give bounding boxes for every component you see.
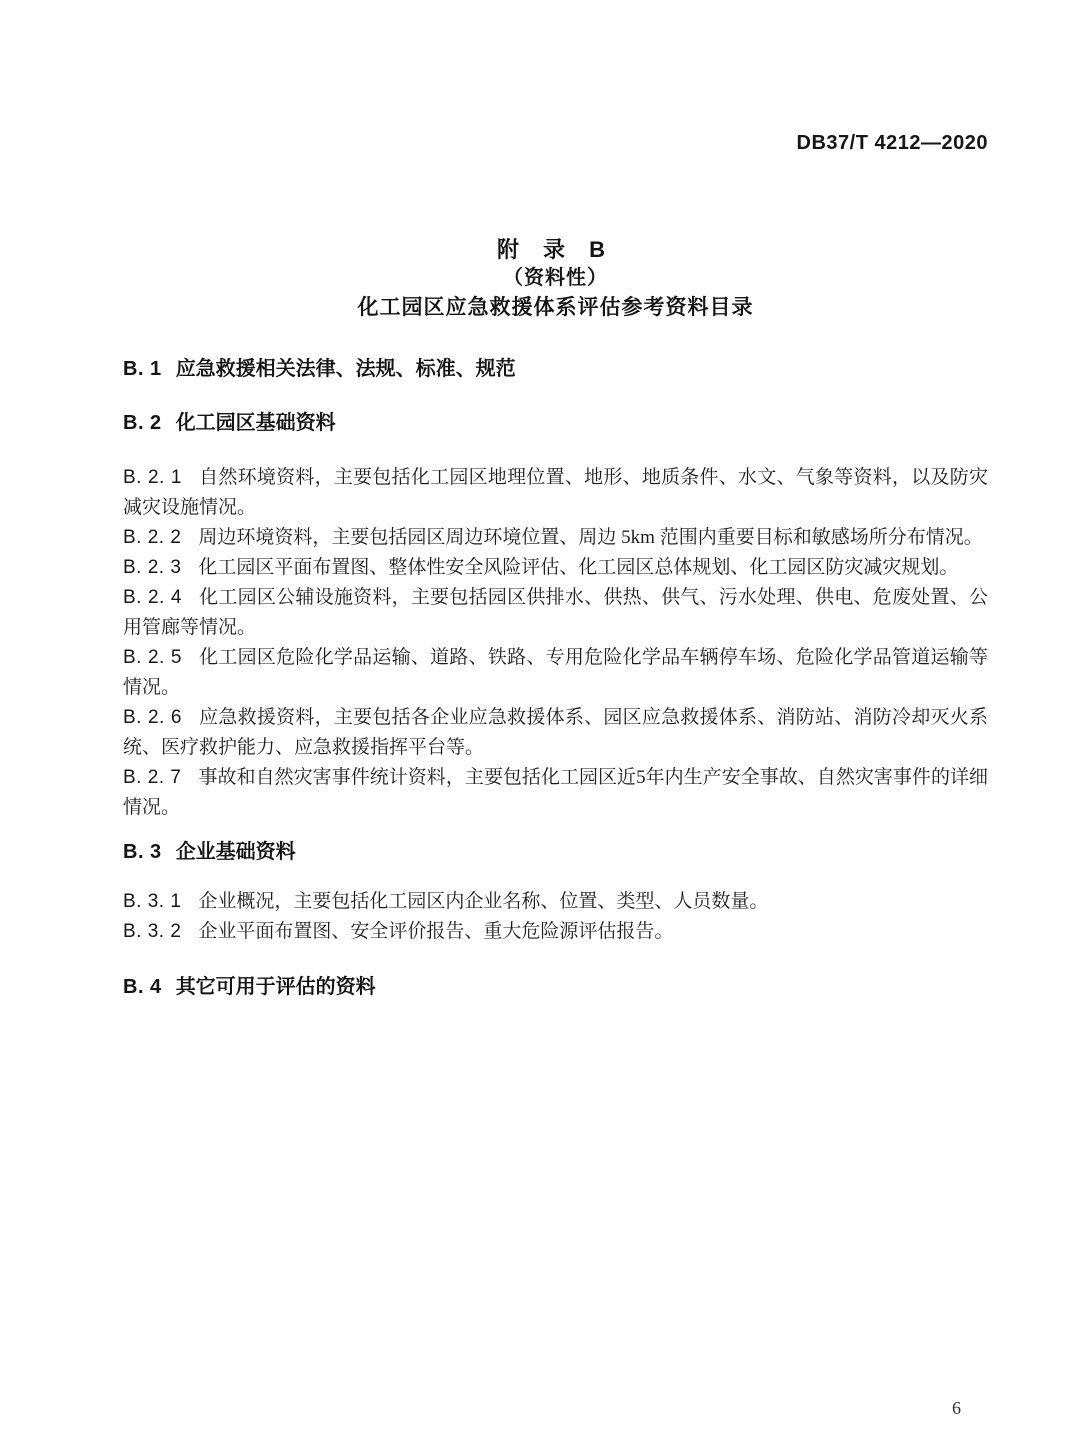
section-title: 企业基础资料: [175, 841, 296, 863]
clause-b2-6: [123, 703, 988, 763]
clause-text: 化工园区平面布置图、整体性安全风险评估、化工园区总体规划、化工园区防灾减灾规划。: [198, 557, 959, 578]
clause-number: B. 2. 1: [123, 467, 182, 488]
section-title: 应急救援相关法律、法规、标准、规范: [175, 358, 516, 380]
clause-text: 企业概况，主要包括化工园区内企业名称、位置、类型、人员数量。: [198, 891, 769, 912]
clause-text: 化工园区公辅设施资料，主要包括园区供排水、供热、供气、污水处理、供电、危废处置、公用管廊等情况。: [123, 587, 988, 638]
appendix-type-note: （资料性）: [503, 267, 608, 289]
section-number: B. 1: [123, 358, 162, 380]
section-heading-b2: [123, 410, 988, 436]
clause-number: B. 2. 6: [123, 707, 182, 728]
section-number: B. 3: [123, 841, 162, 863]
section-heading-b3: [123, 839, 988, 865]
standard-code-header: DB37/T 4212—2020: [796, 132, 988, 154]
section-number: B. 4: [123, 976, 162, 998]
clause-text: 自然环境资料，主要包括化工园区地理位置、地形、地质条件、水文、气象等资料，以及防灾减灾设施情况。: [123, 467, 988, 518]
clause-b3-2: [123, 917, 988, 947]
clause-text: 企业平面布置图、安全评价报告、重大危险源评估报告。: [198, 921, 674, 942]
clause-b3-1: [123, 887, 988, 917]
clause-b2-5: [123, 643, 988, 703]
section-heading-b4: [123, 974, 988, 1000]
clause-number: B. 2. 4: [123, 587, 182, 608]
clause-number: B. 3. 2: [123, 921, 182, 942]
clause-number: B. 3. 1: [123, 891, 182, 912]
clause-number: B. 2. 7: [123, 767, 182, 788]
section-title: 化工园区基础资料: [175, 412, 336, 434]
clause-number: B. 2. 5: [123, 647, 182, 668]
clause-b2-7: [123, 763, 988, 823]
clause-number: B. 2. 3: [123, 557, 182, 578]
clause-text: 应急救援资料，主要包括各企业应急救援体系、园区应急救援体系、消防站、消防冷却灭火系统、医疗救护能力、应急救援指挥平台等。: [123, 707, 988, 758]
page-number: 6: [952, 1398, 961, 1418]
clause-text: 化工园区危险化学品运输、道路、铁路、专用危险化学品车辆停车场、危险化学品管道运输等情况。: [123, 647, 988, 698]
clause-text: 事故和自然灾害事件统计资料，主要包括化工园区近5年内生产安全事故、自然灾害事件的详细情况。: [123, 767, 989, 818]
clause-b2-1: [123, 463, 988, 523]
section-number: B. 2: [123, 412, 162, 434]
section-b3-clauses: [123, 887, 988, 947]
appendix-title: 化工园区应急救援体系评估参考资料目录: [357, 296, 754, 319]
clause-b2-2: [123, 523, 988, 553]
clause-number: B. 2. 2: [123, 527, 182, 548]
clause-text: 周边环境资料，主要包括园区周边环境位置、周边 5km 范围内重要目标和敏感场所分布情况。: [198, 527, 983, 548]
section-b2-clauses: [123, 463, 988, 823]
section-title: 其它可用于评估的资料: [175, 976, 376, 998]
clause-b2-4: [123, 583, 988, 643]
appendix-title-block: [123, 235, 988, 322]
section-heading-b1: [123, 356, 988, 382]
appendix-label: 附 录 B: [496, 237, 615, 262]
clause-b2-3: [123, 553, 988, 583]
